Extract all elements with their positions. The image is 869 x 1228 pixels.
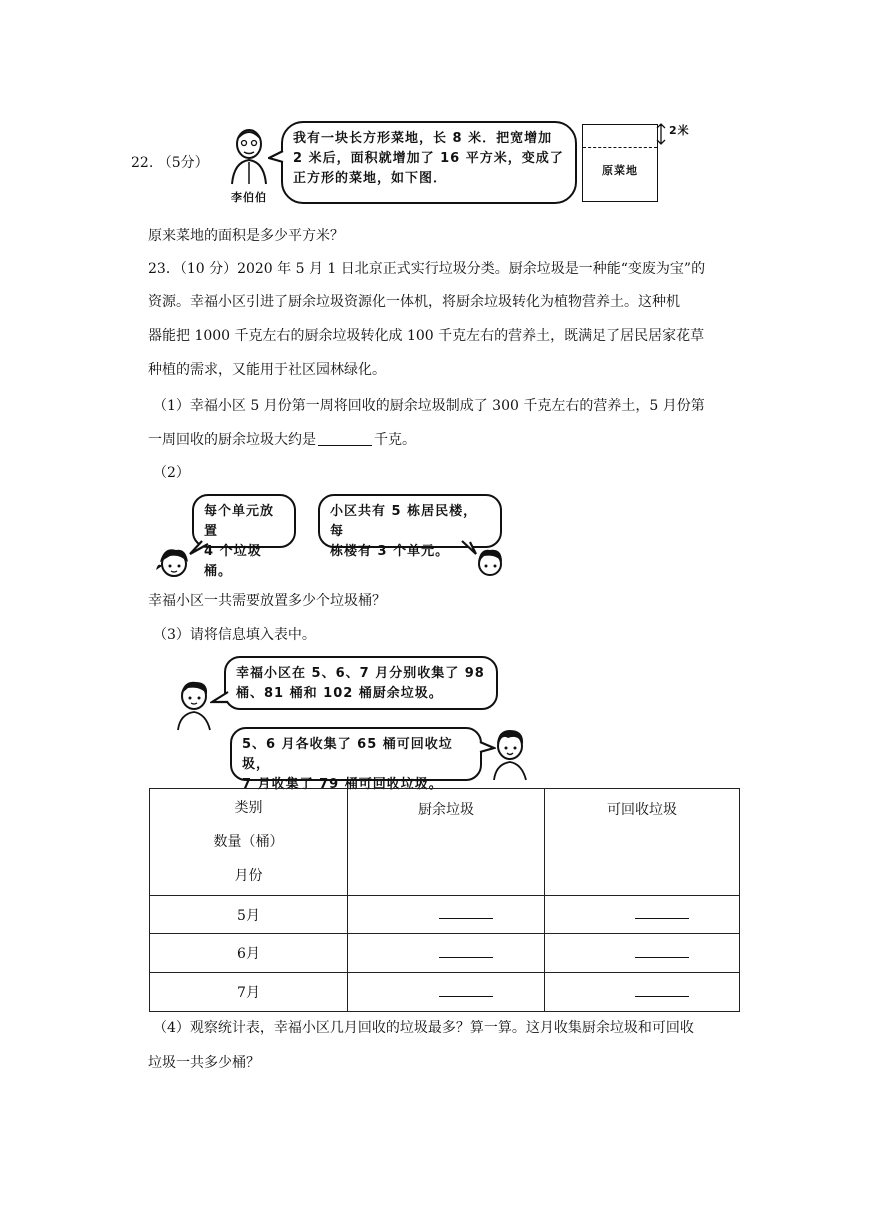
q23-p2-label: （2） [153, 465, 190, 481]
q23-p1-answer-blank[interactable] [318, 431, 372, 446]
q23-p4-line-2: 垃圾一共多少桶？ [148, 1055, 260, 1071]
q22-bubble-line-1: 我有一块长方形菜地，长 8 米．把宽增加 [293, 131, 553, 146]
cell-june-kitchen[interactable] [348, 934, 545, 973]
q23-p1-text-after: 千克。 [374, 432, 416, 448]
answer-blank[interactable] [635, 984, 689, 997]
table-header-row [150, 789, 740, 896]
q22-diagram-label: 原菜地 [602, 164, 638, 177]
q23-intro-line-2: 资源。幸福小区引进了厨余垃圾资源化一体机，将厨余垃圾转化为植物营养土。这种机 [148, 294, 680, 310]
column-header-kitchen-waste: 厨余垃圾 [348, 789, 545, 896]
table-row [150, 973, 740, 1012]
q22-speaker [224, 124, 274, 204]
column-header-recyclable: 可回收垃圾 [545, 789, 740, 896]
q23-p3-bottom-line-2: 7 月收集了 79 桶可回收垃圾。 [242, 777, 443, 792]
q22-speaker-name: 李伯伯 [231, 191, 267, 204]
cell-may-recyclable[interactable] [545, 896, 740, 934]
cell-july-recyclable[interactable] [545, 973, 740, 1012]
q22-speech-bubble [281, 121, 577, 204]
q22-bubble-line-2: 2 米后，面积就增加了 16 平方米，变成了 [293, 151, 564, 166]
q23-intro-line-4: 种植的需求，又能用于社区园林绿化。 [148, 362, 386, 378]
girl-icon [152, 540, 196, 580]
header-quantity: 数量（桶） [213, 834, 284, 850]
q23-p2-question: 幸福小区一共需要放置多少个垃圾桶？ [148, 593, 386, 609]
header-month: 月份 [234, 868, 263, 884]
q23-p1-text-before: 一周回收的厨余垃圾大约是 [148, 432, 316, 448]
q22-question: 原来菜地的面积是多少平方米？ [148, 228, 344, 244]
answer-blank[interactable] [439, 906, 493, 919]
q23-intro-line-3: 器能把 1000 千克左右的厨余垃圾转化成 100 千克左右的营养土，既满足了居民居家花草 [148, 328, 705, 344]
row-label-july: 7月 [150, 973, 348, 1012]
q23-p2-left-line-2: 4 个垃圾桶。 [204, 544, 262, 579]
boy-icon [470, 540, 510, 578]
cell-may-kitchen[interactable] [348, 896, 545, 934]
q23-p3-top-line-2: 桶、81 桶和 102 桶厨余垃圾。 [236, 686, 443, 701]
q23-p1-line-2 [148, 430, 416, 450]
q22-garden-diagram [582, 124, 658, 202]
q22-bubble-tail [268, 150, 286, 164]
answer-blank[interactable] [635, 906, 689, 919]
cell-july-kitchen[interactable] [348, 973, 545, 1012]
q23-p3-label: （3）请将信息填入表中。 [153, 627, 316, 643]
row-label-june: 6月 [150, 934, 348, 973]
answer-blank[interactable] [439, 984, 493, 997]
table-row [150, 896, 740, 934]
q23-p3-bottom-line-1: 5、6 月各收集了 65 桶可回收垃圾， [242, 737, 453, 772]
q22-bubble-line-3: 正方形的菜地，如下图． [293, 171, 448, 186]
cell-june-recyclable[interactable] [545, 934, 740, 973]
table-diag-header [150, 789, 348, 896]
q23-p2-left-line-1: 每个单元放置 [204, 504, 275, 539]
header-category: 类别 [234, 800, 263, 816]
table-row [150, 934, 740, 973]
boy-right-icon [488, 724, 532, 780]
q23-p3-bubble-bottom [230, 727, 482, 792]
q22-dashed-line [583, 147, 657, 148]
q22-number: 22. （5分） [131, 155, 209, 171]
q23-p2-right-line-2: 栋楼有 3 个单元。 [330, 544, 450, 559]
q23-stat-table [149, 788, 740, 1012]
q23-p2-right-line-1: 小区共有 5 栋居民楼，每 [330, 504, 478, 539]
answer-blank[interactable] [635, 945, 689, 958]
old-man-icon [224, 124, 274, 186]
q23-p3-bubble-top [224, 656, 498, 710]
answer-blank[interactable] [439, 945, 493, 958]
q23-intro-line-1: 23．（10 分）2020 年 5 月 1 日北京正式实行垃圾分类。厨余垃圾是一种能“变废为宝”的 [148, 261, 706, 277]
q23-p3-top-tail [210, 690, 230, 706]
q22-dimension-arrow [655, 122, 667, 148]
row-label-may: 5月 [150, 896, 348, 934]
q23-p1-line-1: （1）幸福小区 5 月份第一周将回收的厨余垃圾制成了 300 千克左右的营养土，5 月份第 [153, 398, 705, 414]
q22-dimension-label: 2米 [669, 124, 690, 137]
q23-p3-top-line-1: 幸福小区在 5、6、7 月分别收集了 98 [236, 666, 485, 681]
q23-p4-line-1: （4）观察统计表，幸福小区几月回收的垃圾最多？算一算。这月收集厨余垃圾和可回收 [153, 1020, 694, 1036]
